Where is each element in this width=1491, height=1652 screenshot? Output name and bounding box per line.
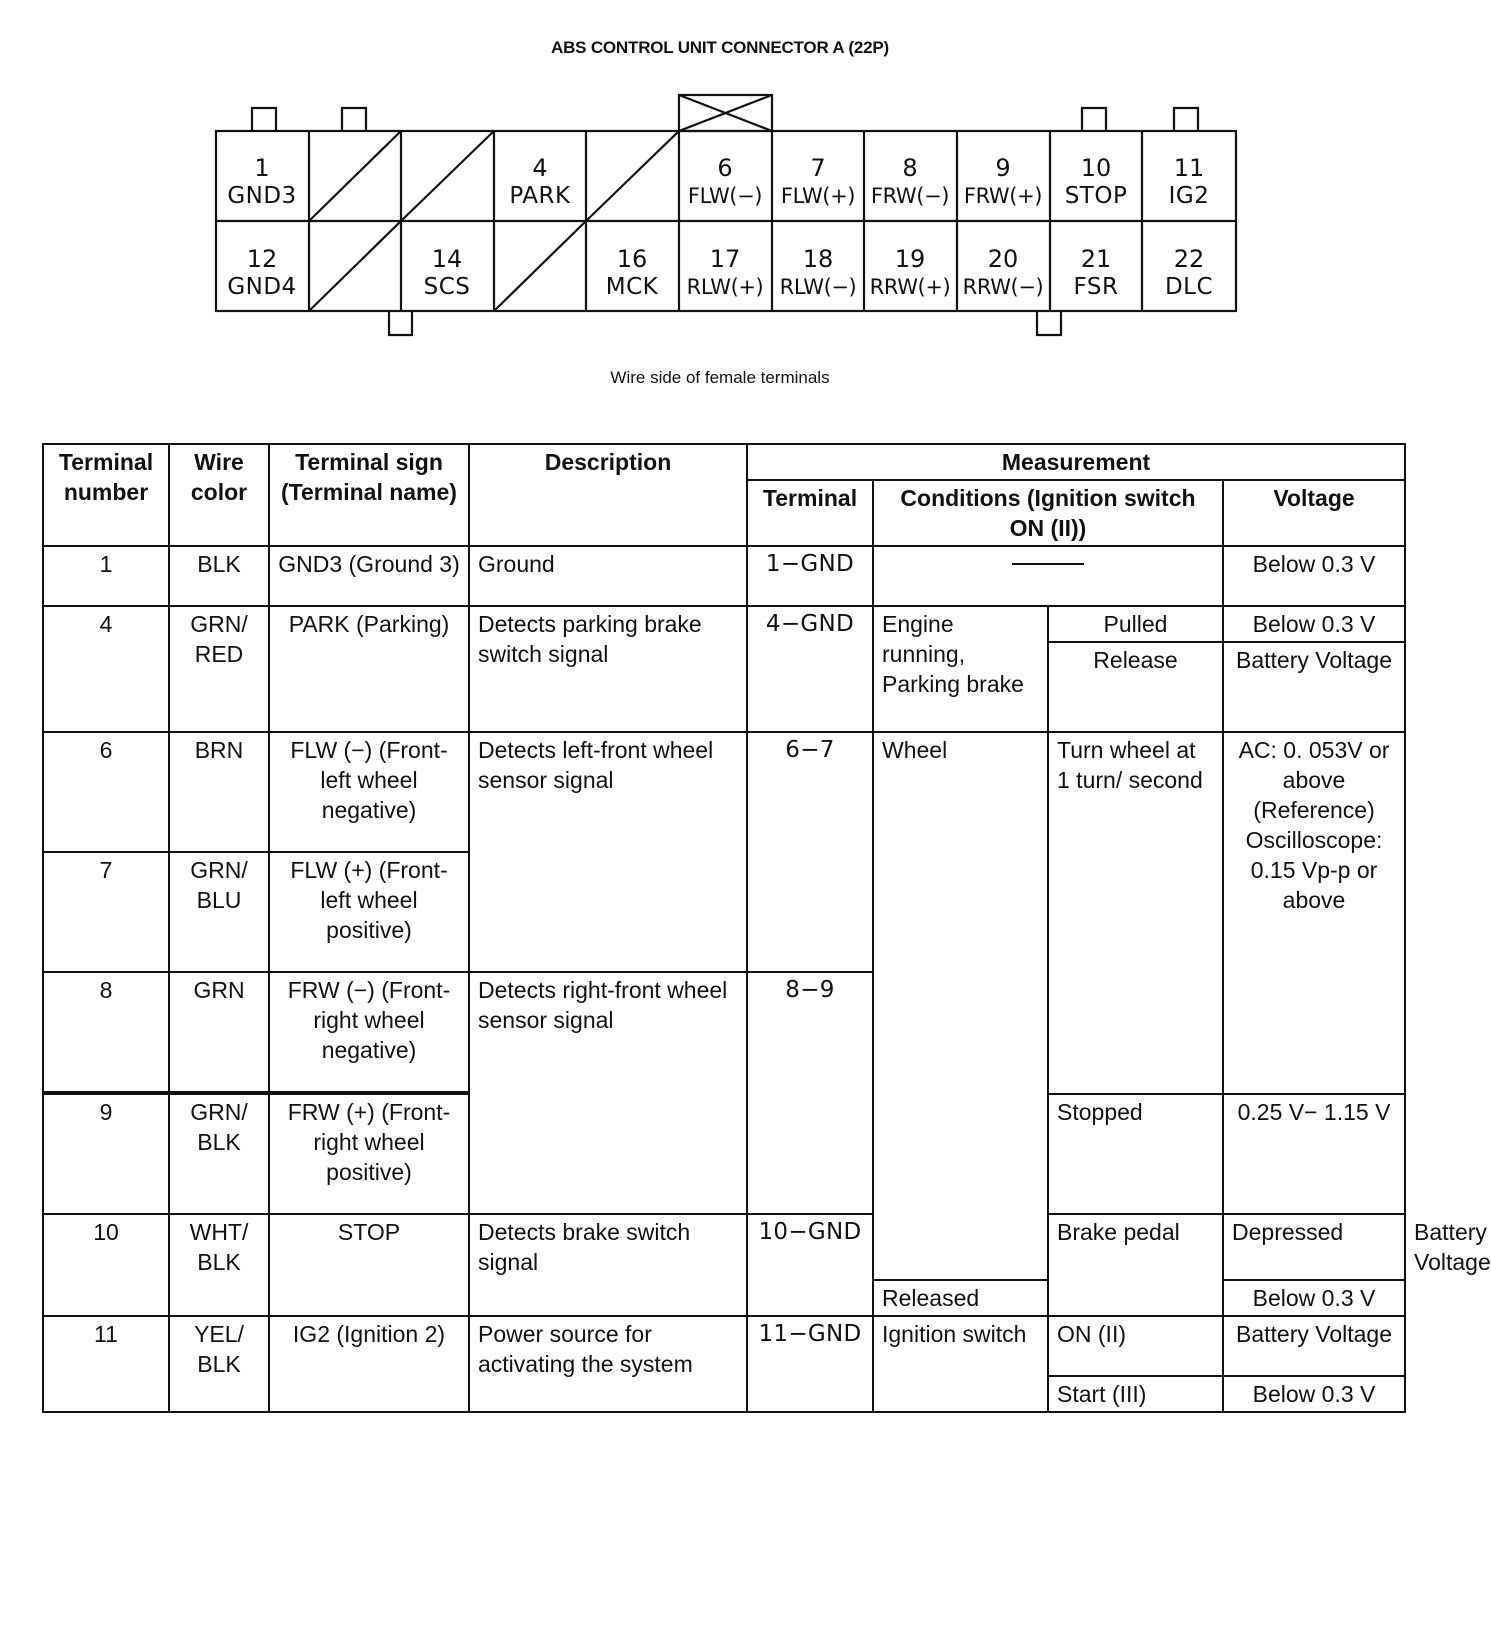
pin-4-label: PARK xyxy=(509,183,571,209)
cell-terminal: 1−GND xyxy=(747,546,873,606)
pin-14-label: SCS xyxy=(423,274,471,300)
blank-cell-5 xyxy=(586,131,679,221)
pin-22-label: DLC xyxy=(1164,274,1214,300)
cell-description: Ground xyxy=(469,546,747,606)
cell-condition-start: Start (III) xyxy=(1048,1376,1223,1412)
cell-voltage-release: Battery Voltage xyxy=(1223,642,1405,732)
cell-terminal-number: 10 xyxy=(43,1214,169,1316)
pin-8-number: 8 xyxy=(902,154,918,182)
pin-14-number: 14 xyxy=(431,245,463,273)
cell-terminal-sign: FLW (−) (Front-left wheel negative) xyxy=(269,732,469,852)
cell-terminal-sign: FLW (+) (Front-left wheel positive) xyxy=(269,852,469,972)
cell-voltage-released: Below 0.3 V xyxy=(1223,1280,1405,1316)
header-conditions: Conditions (Ignition switch ON (II)) xyxy=(873,480,1223,546)
pin-6-label: FLW(−) xyxy=(687,184,763,208)
pin-16-label: MCK xyxy=(605,274,659,300)
header-measurement: Measurement xyxy=(747,444,1405,480)
pin-19-number: 19 xyxy=(894,245,926,273)
cell-conditions: Brake pedal xyxy=(1048,1214,1223,1316)
cell-description: Detects left-front wheel sensor signal xyxy=(469,732,747,972)
cell-terminal-sign: GND3 (Ground 3) xyxy=(269,546,469,606)
table-row xyxy=(43,1316,1405,1376)
header-terminal-number: Terminal number xyxy=(43,444,169,546)
cell-condition-released: Released xyxy=(873,1280,1048,1316)
cell-conditions xyxy=(873,546,1223,606)
diagram-caption: Wire side of female terminals xyxy=(610,368,830,387)
cell-terminal-sign: FRW (−) (Front-right wheel negative) xyxy=(269,972,469,1092)
cell-voltage-start: Below 0.3 V xyxy=(1223,1376,1405,1412)
cell-description: Detects right-front wheel sensor signal xyxy=(469,972,747,1214)
cell-terminal-sign: IG2 (Ignition 2) xyxy=(269,1316,469,1412)
cell-description: Detects brake switch signal xyxy=(469,1214,747,1316)
blank-cell-13 xyxy=(309,221,401,311)
cell-wire-color: WHT/ BLK xyxy=(169,1214,269,1316)
cell-terminal-sign: PARK (Parking) xyxy=(269,606,469,732)
pin-18-number: 18 xyxy=(802,245,834,273)
pin-22-number: 22 xyxy=(1173,245,1205,273)
pin-21-label: FSR xyxy=(1073,274,1119,300)
cell-terminal-number: 6 xyxy=(43,732,169,852)
table-row: 10 WHT/ BLK STOP Detects brake switch signal 10−GND Brake pedal Depressed Battery Voltage xyxy=(43,1214,1405,1280)
cell-voltage-turning: AC: 0. 053V or above (Reference) Oscilloscope: 0.15 Vp-p or above xyxy=(1223,732,1405,1094)
pin-20-number: 20 xyxy=(987,245,1019,273)
cell-conditions: Wheel xyxy=(873,732,1048,1280)
pin-7-number: 7 xyxy=(810,154,826,182)
cell-wire-color: GRN/ BLK xyxy=(169,1094,269,1214)
table-row xyxy=(43,606,1405,642)
cell-terminal: 8−9 xyxy=(747,972,873,1214)
top-tab-right-1 xyxy=(1082,108,1106,131)
cell-voltage: Below 0.3 V xyxy=(1223,546,1405,606)
pin-1-number: 1 xyxy=(254,154,270,182)
header-wire-color: Wire color xyxy=(169,444,269,546)
pin-10-number: 10 xyxy=(1080,154,1112,182)
pin-19-label: RRW(+) xyxy=(869,275,951,299)
cell-conditions: Engine running, Parking brake xyxy=(873,606,1048,732)
cell-terminal: 11−GND xyxy=(747,1316,873,1412)
cell-wire-color: GRN/ BLU xyxy=(169,852,269,972)
cell-terminal-number: 7 xyxy=(43,852,169,972)
pin-8-label: FRW(−) xyxy=(870,184,950,208)
pin-11-number: 11 xyxy=(1173,154,1205,182)
cell-wire-color: BRN xyxy=(169,732,269,852)
pin-20-label: RRW(−) xyxy=(962,275,1044,299)
terminal-spec-table xyxy=(42,443,1491,1413)
cell-terminal-number: 4 xyxy=(43,606,169,732)
cell-terminal: 4−GND xyxy=(747,606,873,732)
bottom-tab-left xyxy=(389,311,412,335)
cell-wire-color: GRN/ RED xyxy=(169,606,269,732)
cell-voltage-pulled: Below 0.3 V xyxy=(1223,606,1405,642)
pin-7-label: FLW(+) xyxy=(780,184,856,208)
header-terminal-sign: Terminal sign (Terminal name) xyxy=(269,444,469,546)
table-row xyxy=(43,546,1405,606)
top-tab-left-2 xyxy=(342,108,366,131)
cell-condition-depressed: Depressed xyxy=(1223,1214,1405,1280)
cell-terminal: 6−7 xyxy=(747,732,873,972)
bottom-tab-right xyxy=(1037,311,1061,335)
cell-wire-color: YEL/ BLK xyxy=(169,1316,269,1412)
cell-conditions: Ignition switch xyxy=(873,1316,1048,1412)
pin-9-label: FRW(+) xyxy=(963,184,1043,208)
pin-12-number: 12 xyxy=(246,245,278,273)
pin-10-label: STOP xyxy=(1064,183,1128,209)
top-tab-right-2 xyxy=(1174,108,1198,131)
pin-21-number: 21 xyxy=(1080,245,1112,273)
cell-terminal-number: 11 xyxy=(43,1316,169,1412)
pin-18-label: RLW(−) xyxy=(779,275,857,299)
cell-wire-color: BLK xyxy=(169,546,269,606)
pin-17-label: RLW(+) xyxy=(686,275,764,299)
cell-condition-stopped: Stopped xyxy=(1048,1094,1223,1214)
cell-terminal: 10−GND xyxy=(747,1214,873,1316)
pin-16-number: 16 xyxy=(616,245,648,273)
cell-terminal-sign: STOP xyxy=(269,1214,469,1316)
pin-6-number: 6 xyxy=(717,154,733,182)
cell-voltage-stopped: 0.25 V− 1.15 V xyxy=(1223,1094,1405,1214)
cell-terminal-number: 1 xyxy=(43,546,169,606)
table-row xyxy=(43,732,1405,852)
cell-description: Power source for activating the system xyxy=(469,1316,747,1412)
cell-terminal-number: 8 xyxy=(43,972,169,1092)
blank-cell-3 xyxy=(401,131,494,221)
top-tab-left-1 xyxy=(252,108,276,131)
header-voltage: Voltage xyxy=(1223,480,1405,546)
pin-12-label: GND4 xyxy=(227,274,297,300)
diagram-title: ABS CONTROL UNIT CONNECTOR A (22P) xyxy=(551,38,889,57)
cell-voltage-on: Battery Voltage xyxy=(1223,1316,1405,1376)
cell-condition-pulled: Pulled xyxy=(1048,606,1223,642)
cell-condition-release: Release xyxy=(1048,642,1223,732)
pin-1-label: GND3 xyxy=(227,183,297,209)
pin-9-number: 9 xyxy=(995,154,1011,182)
cell-terminal-sign: FRW (+) (Front-right wheel positive) xyxy=(269,1094,469,1214)
cell-terminal-number: 9 xyxy=(43,1094,169,1214)
cell-description: Detects parking brake switch signal xyxy=(469,606,747,732)
blank-cell-15 xyxy=(494,221,586,311)
cell-condition-turning: Turn wheel at 1 turn/ second xyxy=(1048,732,1223,1094)
blank-cell-2 xyxy=(309,131,401,221)
cell-condition-on: ON (II) xyxy=(1048,1316,1223,1376)
header-description: Description xyxy=(469,444,747,546)
no-condition-dash xyxy=(1012,563,1084,565)
pin-17-number: 17 xyxy=(709,245,741,273)
pin-4-number: 4 xyxy=(532,154,548,182)
header-terminal: Terminal xyxy=(747,480,873,546)
connector-diagram xyxy=(0,0,1440,345)
cell-wire-color: GRN xyxy=(169,972,269,1092)
pin-11-label: IG2 xyxy=(1168,183,1210,209)
